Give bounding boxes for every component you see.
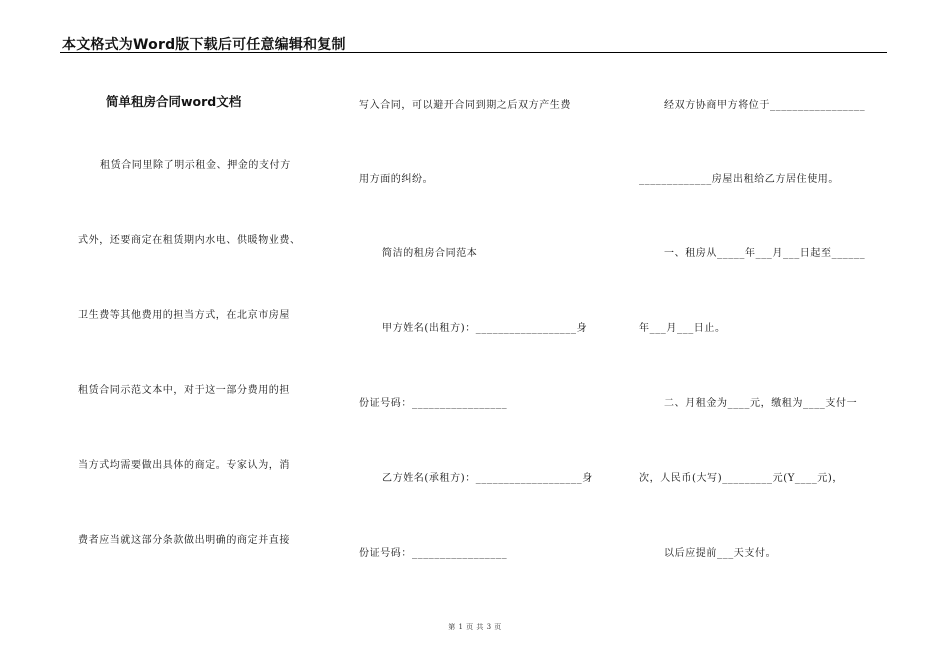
- text-line: 租赁合同示范文本中，对于这一部分费用的担: [78, 385, 290, 396]
- text-line: 卫生费等其他费用的担当方式，在北京市房屋: [78, 310, 290, 321]
- text-line: 甲方姓名(出租方)：__________________身: [382, 323, 588, 334]
- text-line: 经双方协商甲方将位于_________________: [664, 100, 866, 111]
- document-title: 简单租房合同word文档: [106, 94, 242, 109]
- header-divider: [60, 52, 887, 53]
- text-line: 租赁合同里除了明示租金、押金的支付方: [100, 160, 291, 171]
- text-line: 年___月___日止。: [639, 323, 726, 334]
- text-line: 一、租房从_____年___月___日起至______: [664, 248, 866, 259]
- text-line: 当方式均需要做出具体的商定。专家认为，消: [78, 460, 290, 471]
- text-line: 二、月租金为____元，缴租为____支付一: [664, 398, 858, 409]
- text-line: 写入合同，可以避开合同到期之后双方产生费: [359, 100, 571, 111]
- text-line: 份证号码：_________________: [359, 398, 508, 409]
- text-line: 乙方姓名(承租方)：___________________身: [382, 473, 593, 484]
- text-line: 费者应当就这部分条款做出明确的商定并直接: [78, 535, 290, 546]
- document-header-title: 本文格式为Word版下载后可任意编辑和复制: [62, 37, 346, 53]
- text-line: 式外，还要商定在租赁期内水电、供暖物业费、: [78, 235, 301, 246]
- text-line: 以后应提前___天支付。: [664, 548, 777, 559]
- section-heading: 简洁的租房合同范本: [382, 248, 478, 259]
- text-line: 份证号码：_________________: [359, 548, 508, 559]
- page-number: 第 1 页 共 3 页: [448, 623, 502, 631]
- text-line: 用方面的纠纷。: [359, 174, 434, 185]
- text-line: _____________房屋出租给乙方居住使用。: [639, 174, 839, 185]
- text-line: 次，人民币(大写)_________元(Y____元)，: [639, 473, 844, 484]
